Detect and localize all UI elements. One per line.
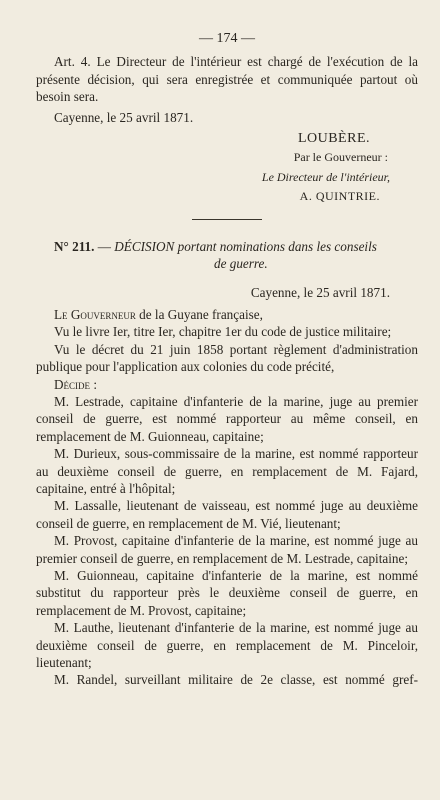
signature-signer: A. QUINTRIE. — [299, 189, 380, 204]
governor-line — [36, 306, 418, 323]
section-divider — [192, 219, 262, 220]
heading-dash: — — [94, 238, 115, 254]
decision-title-cont: de guerre. — [214, 256, 268, 272]
decision-heading — [36, 238, 418, 273]
decide-label: Décide : — [54, 376, 97, 392]
paragraph: M. Lauthe, lieutenant d'infanterie de la marine, est nommé juge au deuxième conseil de guerre, en remplacement de M. Pinceloir, lieutenant; — [36, 620, 418, 670]
paragraph: M. Provost, capitaine d'infanterie de la marine, est nommé juge au premier conseil de guerre, en remplacement de M. Lestrade, capitaine; — [36, 533, 418, 566]
vu-line-1: Vu le livre Ier, titre Ier, chapitre 1er du code de justice militaire; — [54, 324, 392, 340]
paragraph: M. Durieux, sous-commissaire de la marine, est nommé rapporteur au deuxième conseil de guerre, en remplacement de M. Fajard, capitaine, entré à l'hôpital; — [36, 446, 418, 496]
signature-block — [36, 130, 418, 206]
paragraph: M. Guionneau, capitaine d'infanterie de la marine, est nommé substitut du rapporteur près le deuxième conseil de guerre, en remplacement de M. Provost, capitaine; — [36, 567, 418, 618]
article-4-text: Art. 4. Le Directeur de l'intérieur est chargé de l'exécution de la présente décision, qui sera enregistrée et communiquée partout où besoin sera. — [36, 54, 418, 105]
decision-title-rest: portant nominations dans les conseils — [174, 238, 377, 254]
decision-number: N° 211. — [54, 238, 95, 254]
paragraph: M. Lassalle, lieutenant de vaisseau, est nommé juge au deuxième conseil de guerre, en remplacement de M. Vié, lieutenant; — [36, 498, 418, 531]
governor-rest: de la Guyane française, — [135, 306, 263, 322]
paragraph: M. Lestrade, capitaine d'infanterie de la marine, juge au premier conseil de guerre, est nommé rapporteur au même conseil, en remplacement de M. Guionneau, capitaine; — [36, 393, 418, 444]
paragraph: M. Randel, surveillant militaire de 2e classe, est nommé gref- — [54, 672, 418, 688]
decision-date: Cayenne, le 25 avril 1871. — [250, 285, 390, 301]
governor-smallcaps: Le Gouverneur — [54, 306, 136, 322]
vu-line-2: Vu le décret du 21 juin 1858 portant règlement d'administration publique pour l'application aux colonies du code précité, — [36, 341, 418, 375]
signature-director: Le Directeur de l'intérieur, — [261, 169, 390, 184]
signature-name: LOUBÈRE. — [297, 131, 370, 147]
signature-par: Par le Gouverneur : — [293, 150, 388, 165]
decision-title-word: DÉCISION — [114, 238, 175, 254]
page-number: — 174 — — [199, 31, 255, 46]
first-date-line: Cayenne, le 25 avril 1871. — [54, 109, 194, 125]
